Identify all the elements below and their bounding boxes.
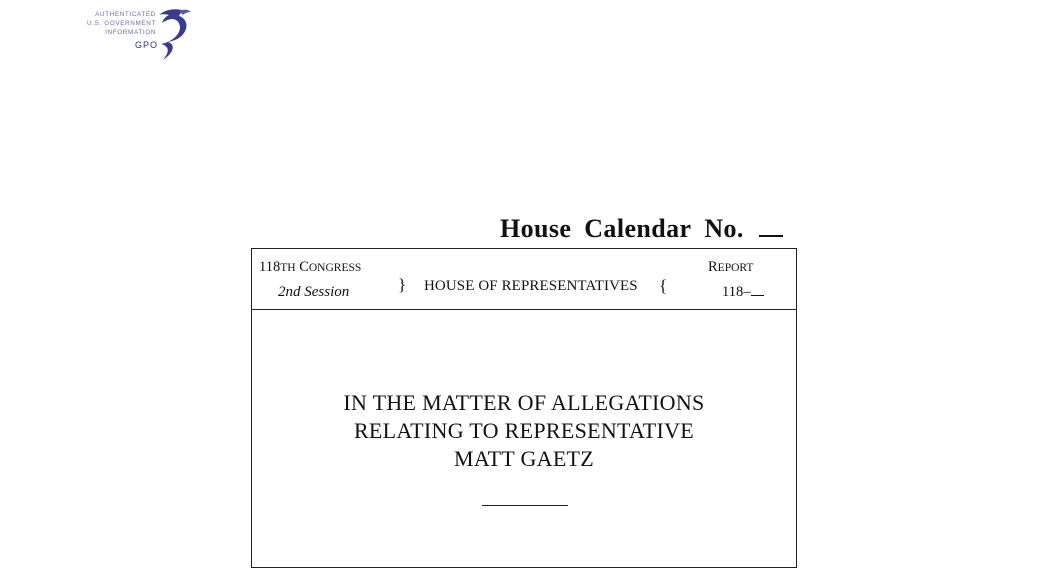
calendar-word-calendar: Calendar: [584, 214, 692, 243]
report-title: [252, 389, 796, 473]
gpo-authentication-logo: [78, 6, 193, 62]
eagle-icon: [153, 6, 193, 62]
right-brace: {: [659, 276, 668, 295]
report-number-blank: [751, 284, 764, 296]
congress-initial: C: [299, 259, 309, 275]
gpo-logo-mark: GPO: [134, 40, 158, 50]
congress-word-rest: ONGRESS: [308, 262, 362, 274]
report-title-line-2: RELATING TO REPRESENTATIVE: [353, 418, 695, 443]
report-initial: R: [708, 259, 718, 275]
report-title-line-1: IN THE MATTER OF ALLEGATIONS: [343, 390, 705, 415]
gpo-logo-line-1: AUTHENTICATED: [95, 11, 156, 18]
gpo-logo-line-3: INFORMATION: [105, 29, 156, 36]
report-number: [722, 284, 764, 301]
calendar-number-blank: [759, 215, 783, 237]
calendar-word-number: No.: [704, 214, 744, 243]
session-label: 2nd Session: [278, 284, 350, 300]
house-of-representatives-label: HOUSE OF REPRESENTATIVES: [424, 278, 638, 294]
house-calendar-heading: [500, 214, 806, 244]
report-cover-frame: [251, 248, 797, 568]
report-number-text: 118–: [722, 284, 751, 300]
report-title-line-3: MATT GAETZ: [453, 446, 595, 471]
calendar-word-house: House: [500, 214, 572, 243]
congress-number: 118: [259, 259, 281, 275]
congress-suffix: TH: [280, 262, 296, 274]
report-word-rest: EPORT: [717, 262, 754, 274]
title-divider-rule: [482, 505, 568, 506]
report-header-row: [252, 249, 796, 310]
gpo-logo-line-2: U.S. GOVERNMENT: [86, 20, 156, 27]
left-brace: }: [398, 275, 407, 294]
congress-label: [259, 259, 361, 276]
report-label: [708, 259, 753, 276]
